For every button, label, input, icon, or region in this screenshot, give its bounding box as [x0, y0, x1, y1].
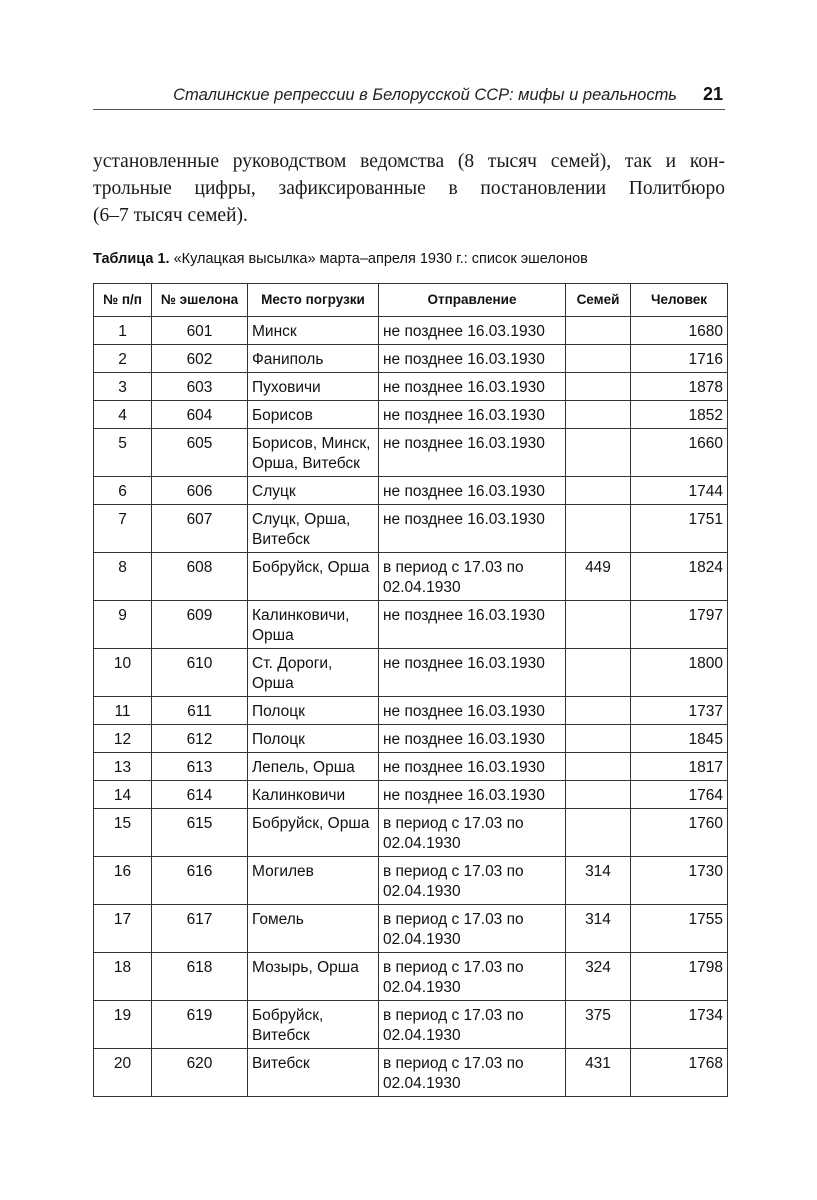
- table-row: [94, 725, 728, 753]
- cell-row-number: 4: [94, 401, 152, 429]
- cell-departure: не позднее 16.03.1930: [379, 697, 566, 725]
- table-row: [94, 601, 728, 649]
- column-header: Место погрузки: [248, 284, 379, 317]
- cell-loading-place: Бобруйск, Орша: [248, 553, 379, 601]
- column-header: Семей: [566, 284, 631, 317]
- column-header: Отправление: [379, 284, 566, 317]
- cell-loading-place: Полоцк: [248, 725, 379, 753]
- cell-departure: в период с 17.03 по 02.04.1930: [379, 857, 566, 905]
- cell-people: 1878: [631, 373, 728, 401]
- cell-people: 1680: [631, 317, 728, 345]
- table-row: [94, 649, 728, 697]
- cell-loading-place: Фаниполь: [248, 345, 379, 373]
- cell-departure: не позднее 16.03.1930: [379, 601, 566, 649]
- table-row: [94, 953, 728, 1001]
- cell-departure: в период с 17.03 по 02.04.1930: [379, 809, 566, 857]
- table-row: [94, 345, 728, 373]
- table-row: [94, 809, 728, 857]
- cell-people: 1797: [631, 601, 728, 649]
- table-caption-label: Таблица 1.: [93, 251, 170, 267]
- cell-row-number: 10: [94, 649, 152, 697]
- cell-row-number: 11: [94, 697, 152, 725]
- cell-row-number: 8: [94, 553, 152, 601]
- paragraph-line: установленные руководством ведомства (8 тысяч семей), так и кон-: [93, 151, 725, 172]
- cell-loading-place: Могилев: [248, 857, 379, 905]
- cell-departure: не позднее 16.03.1930: [379, 317, 566, 345]
- cell-row-number: 17: [94, 905, 152, 953]
- cell-echelon-number: 620: [152, 1049, 248, 1097]
- cell-families: 314: [566, 905, 631, 953]
- cell-loading-place: Ст. Дороги, Орша: [248, 649, 379, 697]
- table-row: [94, 697, 728, 725]
- cell-loading-place: Слуцк: [248, 477, 379, 505]
- cell-echelon-number: 605: [152, 429, 248, 477]
- cell-people: 1760: [631, 809, 728, 857]
- cell-families: [566, 753, 631, 781]
- cell-echelon-number: 608: [152, 553, 248, 601]
- cell-departure: не позднее 16.03.1930: [379, 429, 566, 477]
- table-body: [94, 317, 728, 1097]
- cell-echelon-number: 610: [152, 649, 248, 697]
- cell-families: [566, 317, 631, 345]
- cell-people: 1852: [631, 401, 728, 429]
- cell-echelon-number: 615: [152, 809, 248, 857]
- cell-echelon-number: 618: [152, 953, 248, 1001]
- cell-people: 1798: [631, 953, 728, 1001]
- cell-row-number: 19: [94, 1001, 152, 1049]
- table-row: [94, 401, 728, 429]
- cell-loading-place: Пуховичи: [248, 373, 379, 401]
- cell-loading-place: Полоцк: [248, 697, 379, 725]
- cell-loading-place: Лепель, Орша: [248, 753, 379, 781]
- cell-people: 1845: [631, 725, 728, 753]
- cell-row-number: 15: [94, 809, 152, 857]
- cell-people: 1737: [631, 697, 728, 725]
- cell-departure: не позднее 16.03.1930: [379, 345, 566, 373]
- cell-row-number: 12: [94, 725, 152, 753]
- cell-families: 449: [566, 553, 631, 601]
- cell-loading-place: Калинковичи, Орша: [248, 601, 379, 649]
- cell-row-number: 1: [94, 317, 152, 345]
- table-row: [94, 477, 728, 505]
- cell-people: 1730: [631, 857, 728, 905]
- table-row: [94, 753, 728, 781]
- cell-row-number: 5: [94, 429, 152, 477]
- cell-families: [566, 505, 631, 553]
- table-row: [94, 373, 728, 401]
- cell-loading-place: Витебск: [248, 1049, 379, 1097]
- cell-families: 375: [566, 1001, 631, 1049]
- cell-echelon-number: 602: [152, 345, 248, 373]
- column-header: Человек: [631, 284, 728, 317]
- cell-people: 1716: [631, 345, 728, 373]
- running-title: Сталинские репрессии в Белорусской ССР: мифы и реальность: [173, 86, 677, 104]
- cell-row-number: 16: [94, 857, 152, 905]
- cell-departure: не позднее 16.03.1930: [379, 373, 566, 401]
- cell-departure: не позднее 16.03.1930: [379, 725, 566, 753]
- cell-departure: не позднее 16.03.1930: [379, 401, 566, 429]
- cell-families: [566, 477, 631, 505]
- table-row: [94, 905, 728, 953]
- cell-people: 1800: [631, 649, 728, 697]
- table-row: [94, 553, 728, 601]
- cell-departure: не позднее 16.03.1930: [379, 781, 566, 809]
- cell-loading-place: Калинковичи: [248, 781, 379, 809]
- cell-row-number: 3: [94, 373, 152, 401]
- body-paragraph: [93, 148, 725, 229]
- cell-departure: не позднее 16.03.1930: [379, 753, 566, 781]
- cell-echelon-number: 611: [152, 697, 248, 725]
- cell-row-number: 20: [94, 1049, 152, 1097]
- cell-families: [566, 781, 631, 809]
- cell-people: 1744: [631, 477, 728, 505]
- cell-families: [566, 809, 631, 857]
- cell-families: [566, 373, 631, 401]
- cell-families: 324: [566, 953, 631, 1001]
- cell-families: [566, 429, 631, 477]
- column-header: № п/п: [94, 284, 152, 317]
- table-caption: [93, 251, 733, 267]
- cell-people: 1817: [631, 753, 728, 781]
- cell-departure: в период с 17.03 по 02.04.1930: [379, 905, 566, 953]
- cell-row-number: 13: [94, 753, 152, 781]
- echelon-table: [93, 283, 728, 1097]
- cell-departure: в период с 17.03 по 02.04.1930: [379, 553, 566, 601]
- cell-echelon-number: 603: [152, 373, 248, 401]
- cell-echelon-number: 617: [152, 905, 248, 953]
- cell-departure: в период с 17.03 по 02.04.1930: [379, 1001, 566, 1049]
- cell-families: [566, 401, 631, 429]
- cell-echelon-number: 614: [152, 781, 248, 809]
- cell-row-number: 2: [94, 345, 152, 373]
- cell-departure: в период с 17.03 по 02.04.1930: [379, 953, 566, 1001]
- cell-echelon-number: 619: [152, 1001, 248, 1049]
- cell-row-number: 14: [94, 781, 152, 809]
- cell-echelon-number: 606: [152, 477, 248, 505]
- cell-people: 1768: [631, 1049, 728, 1097]
- table-row: [94, 1049, 728, 1097]
- cell-loading-place: Борисов: [248, 401, 379, 429]
- running-header: [93, 84, 725, 110]
- cell-people: 1764: [631, 781, 728, 809]
- table-row: [94, 781, 728, 809]
- cell-row-number: 18: [94, 953, 152, 1001]
- cell-echelon-number: 607: [152, 505, 248, 553]
- cell-loading-place: Бобруйск, Витебск: [248, 1001, 379, 1049]
- cell-people: 1824: [631, 553, 728, 601]
- table-row: [94, 429, 728, 477]
- cell-echelon-number: 604: [152, 401, 248, 429]
- column-header: № эшелона: [152, 284, 248, 317]
- cell-families: 314: [566, 857, 631, 905]
- cell-people: 1751: [631, 505, 728, 553]
- cell-departure: не позднее 16.03.1930: [379, 649, 566, 697]
- cell-loading-place: Слуцк, Орша, Витебск: [248, 505, 379, 553]
- cell-families: [566, 649, 631, 697]
- cell-departure: не позднее 16.03.1930: [379, 505, 566, 553]
- table-header-row: [94, 284, 728, 317]
- cell-people: 1734: [631, 1001, 728, 1049]
- paragraph-line: (6–7 тысяч семей).: [93, 205, 248, 226]
- cell-echelon-number: 609: [152, 601, 248, 649]
- cell-loading-place: Минск: [248, 317, 379, 345]
- cell-echelon-number: 612: [152, 725, 248, 753]
- cell-people: 1660: [631, 429, 728, 477]
- table-caption-text: «Кулацкая высылка» марта–апреля 1930 г.: список эшелонов: [173, 251, 588, 267]
- cell-echelon-number: 616: [152, 857, 248, 905]
- cell-echelon-number: 613: [152, 753, 248, 781]
- cell-families: [566, 725, 631, 753]
- cell-families: [566, 345, 631, 373]
- cell-loading-place: Мозырь, Орша: [248, 953, 379, 1001]
- cell-departure: в период с 17.03 по 02.04.1930: [379, 1049, 566, 1097]
- cell-echelon-number: 601: [152, 317, 248, 345]
- cell-loading-place: Бобруйск, Орша: [248, 809, 379, 857]
- cell-loading-place: Гомель: [248, 905, 379, 953]
- table-row: [94, 1001, 728, 1049]
- cell-departure: не позднее 16.03.1930: [379, 477, 566, 505]
- table-row: [94, 317, 728, 345]
- cell-families: 431: [566, 1049, 631, 1097]
- cell-families: [566, 601, 631, 649]
- cell-loading-place: Борисов, Минск, Орша, Витебск: [248, 429, 379, 477]
- cell-row-number: 9: [94, 601, 152, 649]
- cell-families: [566, 697, 631, 725]
- page-number: 21: [702, 84, 723, 104]
- cell-row-number: 7: [94, 505, 152, 553]
- table-row: [94, 857, 728, 905]
- cell-people: 1755: [631, 905, 728, 953]
- table-row: [94, 505, 728, 553]
- cell-row-number: 6: [94, 477, 152, 505]
- paragraph-line: трольные цифры, зафиксированные в постановлении Политбюро: [93, 178, 725, 199]
